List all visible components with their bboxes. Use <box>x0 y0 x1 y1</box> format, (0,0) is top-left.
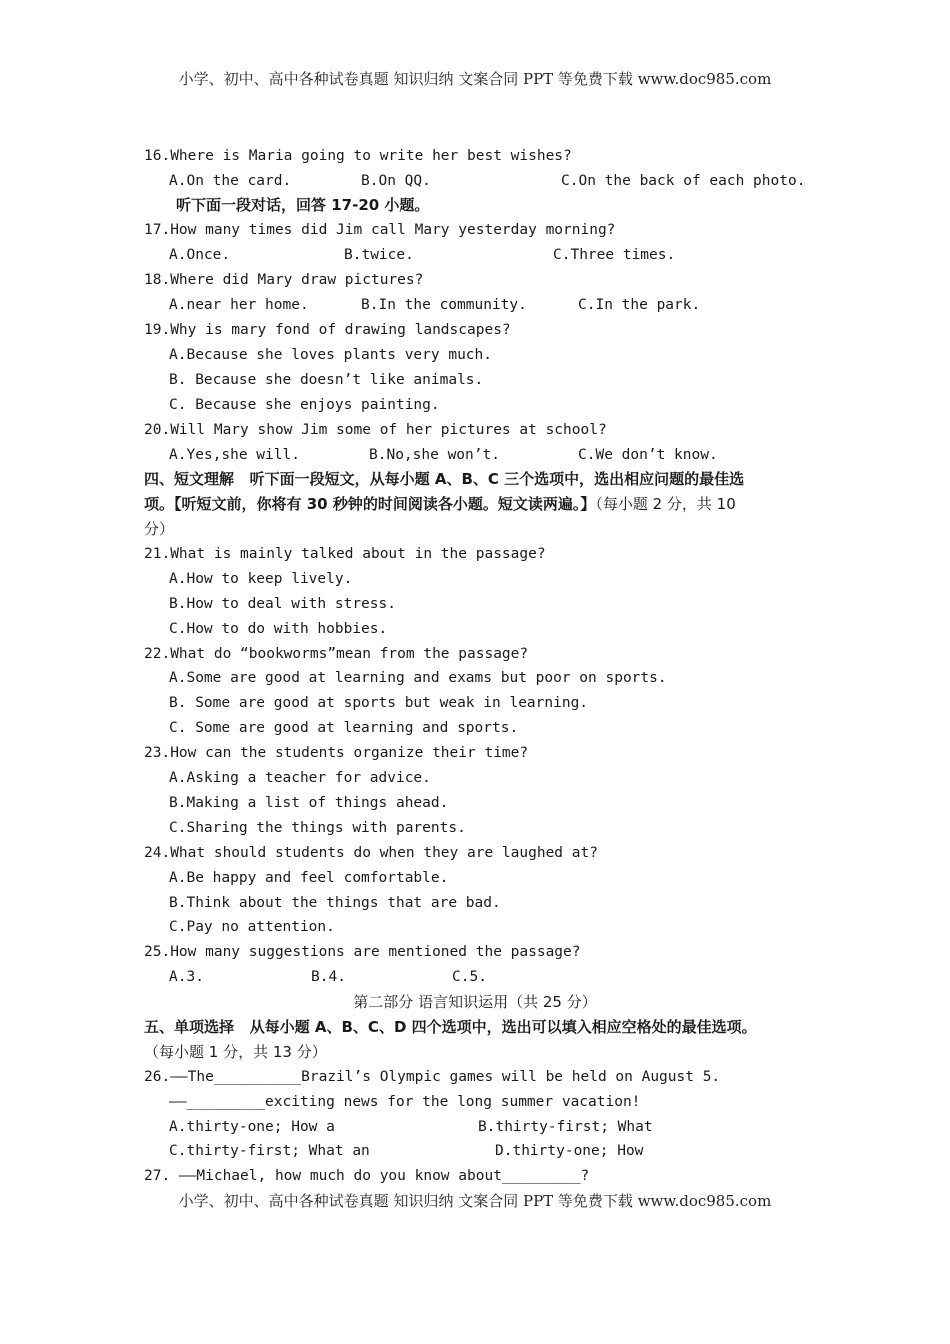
q26-option-c: C.thirty-first; What an <box>169 1143 370 1159</box>
q16-option-a: A.On the card. <box>169 173 292 189</box>
q20-option-b: B.No,she won’t. <box>369 447 500 463</box>
q25-option-c: C.5. <box>452 969 487 985</box>
question-27: 27. ——Michael, how much do you know about_________? <box>144 1168 590 1184</box>
section-4-instruction-bold: 项。【听短文前，你将有 30 秒钟的时间阅读各小题。短文读两遍。】 <box>144 495 596 513</box>
question-22: 22.What do “bookworms”mean from the passage? <box>144 646 529 662</box>
section-4-score-cont: 分） <box>144 520 175 538</box>
q18-option-a: A.near her home. <box>169 297 309 313</box>
q16-option-b: B.On QQ. <box>361 173 431 189</box>
question-25: 25.How many suggestions are mentioned the passage? <box>144 944 581 960</box>
question-23: 23.How can the students organize their time? <box>144 745 529 761</box>
q17-option-c: C.Three times. <box>553 247 676 263</box>
q25-option-b: B.4. <box>311 969 346 985</box>
question-18: 18.Where did Mary draw pictures? <box>144 272 424 288</box>
q21-option-c: C.How to do with hobbies. <box>169 621 388 637</box>
q21-option-b: B.How to deal with stress. <box>169 596 396 612</box>
q26-option-a: A.thirty-one; How a <box>169 1119 335 1135</box>
q21-option-a: A.How to keep lively. <box>169 571 353 587</box>
question-19: 19.Why is mary fond of drawing landscapes? <box>144 322 511 338</box>
q19-option-b: B. Because she doesn’t like animals. <box>169 372 484 388</box>
section-5-score: （每小题 1 分，共 13 分） <box>144 1043 327 1061</box>
q23-option-b: B.Making a list of things ahead. <box>169 795 449 811</box>
section-4-score: （每小题 2 分，共 10 <box>595 495 736 513</box>
question-20: 20.Will Mary show Jim some of her pictures at school? <box>144 422 607 438</box>
q18-option-c: C.In the park. <box>578 297 701 313</box>
question-26-line-1: 26.——The__________Brazil’s Olympic games will be held on August 5. <box>144 1069 721 1085</box>
question-16: 16.Where is Maria going to write her best wishes? <box>144 148 572 164</box>
section-4-heading: 四、短文理解 听下面一段短文，从每小题 A、B、C 三个选项中，选出相应问题的最佳选 <box>144 470 745 488</box>
question-24: 24.What should students do when they are laughed at? <box>144 845 598 861</box>
page-footer: 小学、初中、高中各种试卷真题 知识归纳 文案合同 PPT 等免费下载 www.doc985.com <box>178 1192 772 1210</box>
q17-option-b: B.twice. <box>344 247 414 263</box>
q26-option-b: B.thirty-first; What <box>478 1119 653 1135</box>
q22-option-a: A.Some are good at learning and exams but poor on sports. <box>169 670 667 686</box>
q16-option-c: C.On the back of each photo. <box>561 173 806 189</box>
question-21: 21.What is mainly talked about in the passage? <box>144 546 546 562</box>
question-17: 17.How many times did Jim call Mary yesterday morning? <box>144 222 616 238</box>
q19-option-c: C. Because she enjoys painting. <box>169 397 440 413</box>
q18-option-b: B.In the community. <box>361 297 527 313</box>
section-5-heading: 五、单项选择 从每小题 A、B、C、D 四个选项中，选出可以填入相应空格处的最佳选项。 <box>144 1018 757 1036</box>
part-2-heading: 第二部分 语言知识运用（共 25 分） <box>353 993 597 1011</box>
q26-option-d: D.thirty-one; How <box>495 1143 644 1159</box>
q22-option-b: B. Some are good at sports but weak in learning. <box>169 695 589 711</box>
q23-option-c: C.Sharing the things with parents. <box>169 820 466 836</box>
q24-option-c: C.Pay no attention. <box>169 919 335 935</box>
q17-option-a: A.Once. <box>169 247 231 263</box>
page-header: 小学、初中、高中各种试卷真题 知识归纳 文案合同 PPT 等免费下载 www.doc985.com <box>178 70 772 88</box>
q23-option-a: A.Asking a teacher for advice. <box>169 770 431 786</box>
instruction-17-20: 听下面一段对话，回答 17-20 小题。 <box>176 196 430 214</box>
section-4-instruction <box>144 494 736 515</box>
q20-option-a: A.Yes,she will. <box>169 447 300 463</box>
q20-option-c: C.We don’t know. <box>578 447 718 463</box>
q19-option-a: A.Because she loves plants very much. <box>169 347 493 363</box>
q24-option-a: A.Be happy and feel comfortable. <box>169 870 449 886</box>
q25-option-a: A.3. <box>169 969 204 985</box>
q22-option-c: C. Some are good at learning and sports. <box>169 720 519 736</box>
q24-option-b: B.Think about the things that are bad. <box>169 895 501 911</box>
question-26-line-2: ——_________exciting news for the long summer vacation! <box>169 1094 641 1110</box>
